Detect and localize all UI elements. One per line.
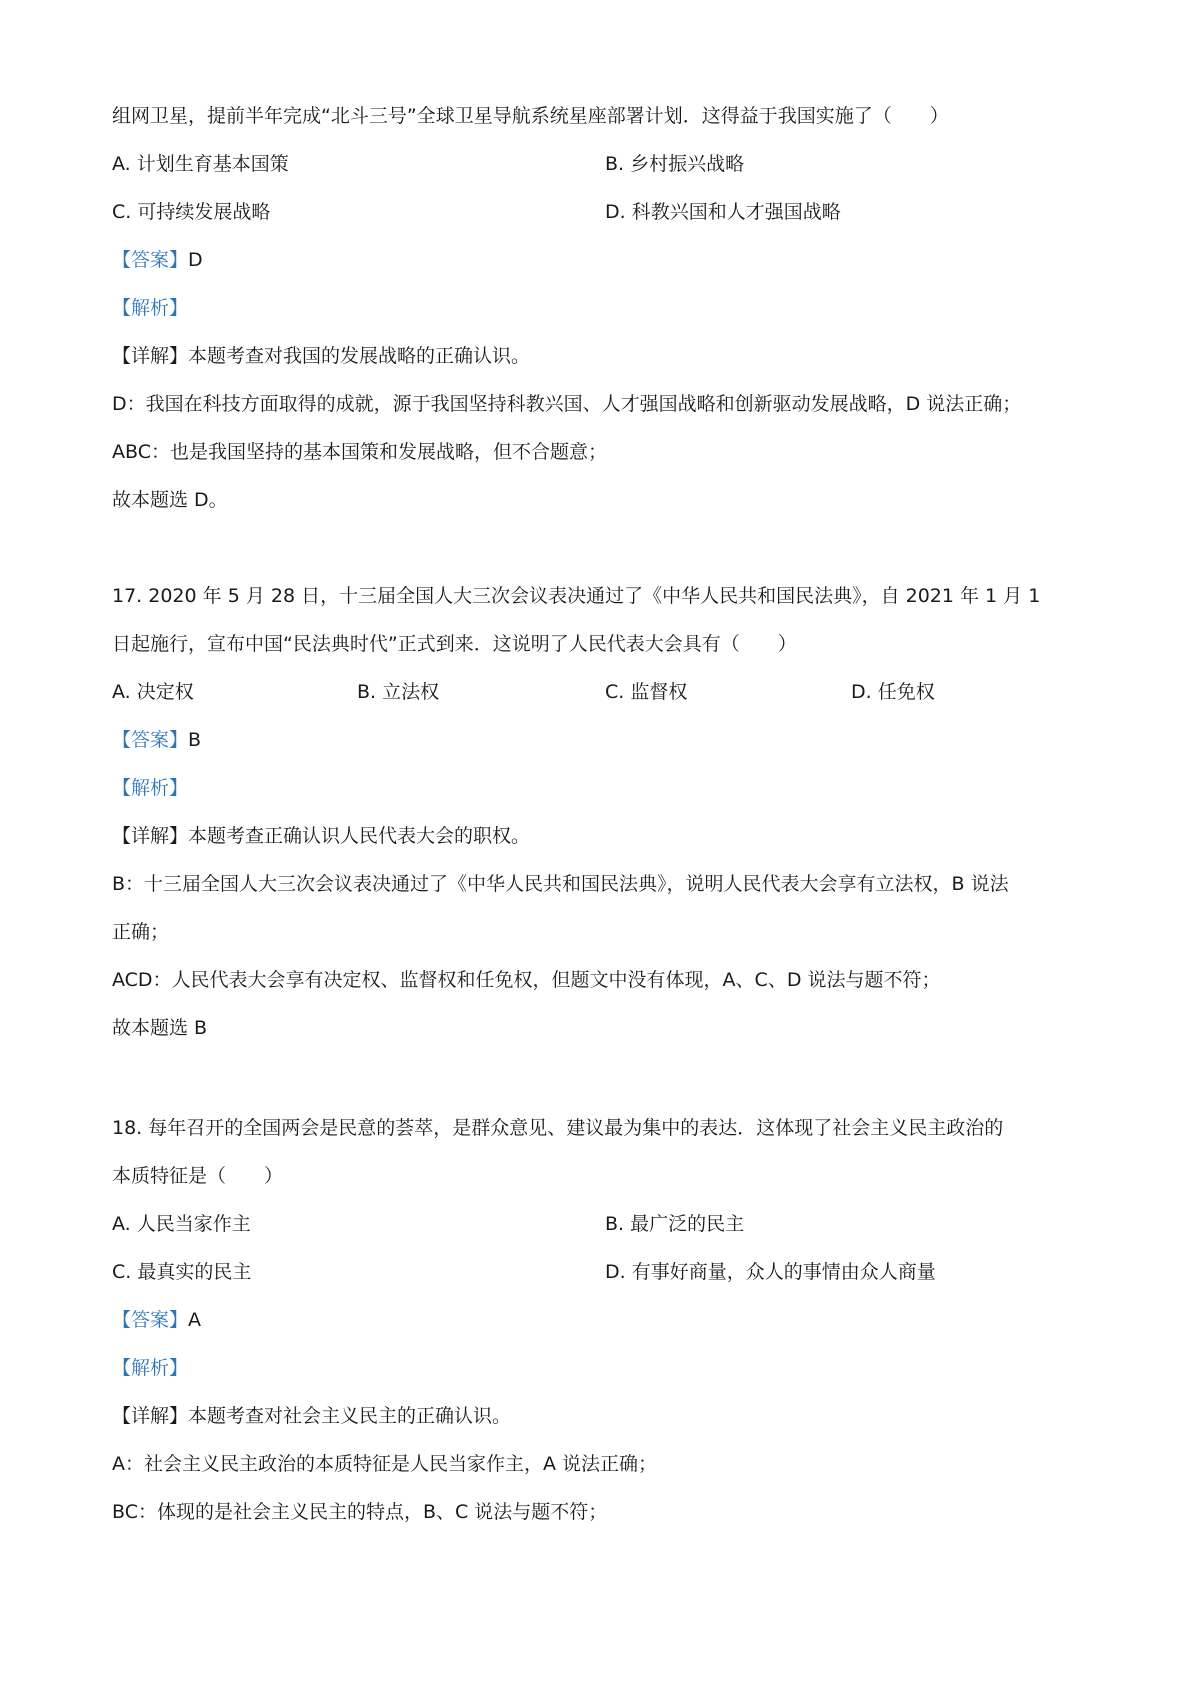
q16-option-d: D. 科教兴国和人才强国战略 — [605, 201, 841, 223]
q17-analysis-tag: 【解析】 — [112, 777, 189, 799]
q17-explanation-2: ACD：人民代表大会享有决定权、监督权和任免权，但题文中没有体现，A、C、D 说法与题不符； — [112, 969, 941, 991]
q16-detail: 【详解】本题考查对我国的发展战略的正确认识。 — [112, 345, 531, 367]
q18-stem-2: 本质特征是（ ） — [112, 1165, 284, 1187]
q17-option-b: B. 立法权 — [357, 681, 440, 703]
q16-answer-tag: 【答案】 — [112, 249, 189, 271]
q16-analysis-tag: 【解析】 — [112, 297, 189, 319]
q18-answer-value: A — [188, 1309, 202, 1331]
q17-option-c: C. 监督权 — [605, 681, 688, 703]
q18-analysis-tag: 【解析】 — [112, 1357, 189, 1379]
q18-answer-tag: 【答案】 — [112, 1309, 189, 1331]
q17-stem-1: 17. 2020 年 5 月 28 日，十三届全国人大三次会议表决通过了《中华人民共和国民法典》，自 2021 年 1 月 1 — [112, 585, 1041, 607]
q16-explanation-1: D：我国在科技方面取得的成就，源于我国坚持科教兴国、人才强国战略和创新驱动发展战略，D 说法正确； — [112, 393, 1022, 415]
q18-answer — [112, 1306, 1102, 1334]
q16-option-c: C. 可持续发展战略 — [112, 201, 271, 223]
q16-conclusion: 故本题选 D。 — [112, 489, 228, 511]
q17-option-d: D. 任免权 — [851, 681, 935, 703]
q16-answer-value: D — [188, 249, 203, 271]
q18-option-c: C. 最真实的民主 — [112, 1261, 252, 1283]
q16-explanation-2: ABC：也是我国坚持的基本国策和发展战略，但不合题意； — [112, 441, 607, 463]
q17-conclusion: 故本题选 B — [112, 1017, 208, 1039]
q18-stem-1: 18. 每年召开的全国两会是民意的荟萃，是群众意见、建议最为集中的表达．这体现了社会主义民主政治的 — [112, 1117, 1004, 1139]
q16-answer — [112, 246, 1102, 274]
q16-stem: 组网卫星，提前半年完成“北斗三号”全球卫星导航系统星座部署计划．这得益于我国实施了（ ） — [112, 105, 949, 127]
q17-answer-value: B — [188, 729, 202, 751]
q17-stem-2: 日起施行，宣布中国“民法典时代”正式到来．这说明了人民代表大会具有（ ） — [112, 633, 797, 655]
q17-explanation-1-cont: 正确； — [112, 921, 170, 943]
q18-detail: 【详解】本题考查对社会主义民主的正确认识。 — [112, 1405, 512, 1427]
q18-option-d: D. 有事好商量，众人的事情由众人商量 — [605, 1261, 936, 1283]
q16-option-a: A. 计划生育基本国策 — [112, 153, 289, 175]
q18-option-a: A. 人民当家作主 — [112, 1213, 251, 1235]
q18-option-b: B. 最广泛的民主 — [605, 1213, 745, 1235]
q17-answer-tag: 【答案】 — [112, 729, 189, 751]
q18-explanation-1: A：社会主义民主政治的本质特征是人民当家作主，A 说法正确； — [112, 1453, 658, 1475]
q18-explanation-2: BC：体现的是社会主义民主的特点，B、C 说法与题不符； — [112, 1501, 608, 1523]
q17-answer — [112, 726, 1102, 754]
q17-explanation-1: B：十三届全国人大三次会议表决通过了《中华人民共和国民法典》，说明人民代表大会享有立法权，B 说法 — [112, 873, 1009, 895]
q16-option-b: B. 乡村振兴战略 — [605, 153, 745, 175]
q17-detail: 【详解】本题考查正确认识人民代表大会的职权。 — [112, 825, 531, 847]
q17-option-a: A. 决定权 — [112, 681, 194, 703]
